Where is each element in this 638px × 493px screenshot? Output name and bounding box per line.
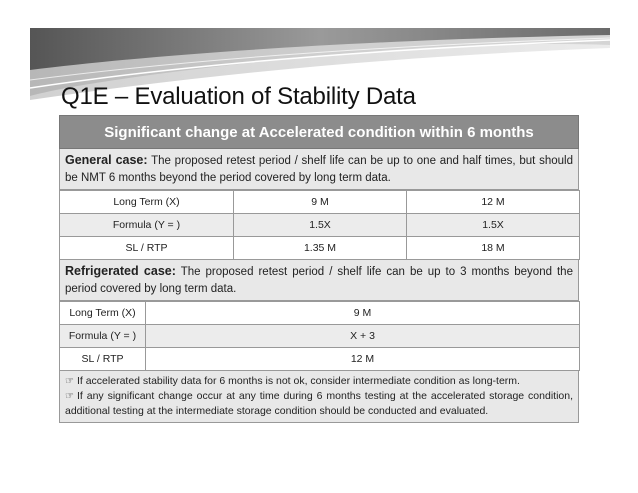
- footnote-item: [65, 374, 573, 389]
- general-case-label: General case:: [65, 153, 148, 167]
- cell-value: 1.5X: [407, 214, 580, 237]
- row-label: SL / RTP: [60, 237, 234, 260]
- refrigerated-case-table: [59, 301, 580, 371]
- footnote-item: [65, 389, 573, 419]
- slide-title: Q1E – Evaluation of Stability Data: [61, 83, 416, 110]
- row-label: Formula (Y = ): [60, 214, 234, 237]
- table-row: [60, 302, 580, 325]
- cell-value: 1.5X: [234, 214, 407, 237]
- cell-value: 9 M: [234, 191, 407, 214]
- cell-value: 1.35 M: [234, 237, 407, 260]
- cell-value: 12 M: [146, 348, 580, 371]
- stability-table: [59, 115, 579, 423]
- table-row: [60, 237, 580, 260]
- footnote-text: If any significant change occur at any time during 6 months testing at the accelerated storage condition, additional testing at the intermediate storage condition should be conducted and evaluated.: [65, 390, 573, 417]
- footnotes: [59, 371, 579, 423]
- general-case-text: The proposed retest period / shelf life can be up to one and half times, but should be NMT 6 months beyond the period covered by long term data.: [65, 155, 573, 184]
- cell-value: 12 M: [407, 191, 580, 214]
- cell-value: 18 M: [407, 237, 580, 260]
- pointing-hand-icon: ☞: [65, 376, 74, 387]
- general-case-table: [59, 190, 580, 260]
- table-row: [60, 348, 580, 371]
- cell-value: 9 M: [146, 302, 580, 325]
- general-case-note: [59, 149, 579, 190]
- refrigerated-case-text: The proposed retest period / shelf life can be up to 3 months beyond the period covered by long term data.: [65, 266, 573, 295]
- footnote-text: If accelerated stability data for 6 months is not ok, consider intermediate condition as long-term.: [76, 375, 520, 387]
- table-row: [60, 214, 580, 237]
- row-label: Long Term (X): [60, 191, 234, 214]
- cell-value: X + 3: [146, 325, 580, 348]
- table-row: [60, 325, 580, 348]
- refrigerated-case-label: Refrigerated case:: [65, 264, 176, 278]
- row-label: SL / RTP: [60, 348, 146, 371]
- refrigerated-case-note: [59, 260, 579, 301]
- pointing-hand-icon: ☞: [65, 391, 74, 402]
- row-label: Long Term (X): [60, 302, 146, 325]
- table-header: Significant change at Accelerated condition within 6 months: [59, 115, 579, 149]
- table-row: [60, 191, 580, 214]
- row-label: Formula (Y = ): [60, 325, 146, 348]
